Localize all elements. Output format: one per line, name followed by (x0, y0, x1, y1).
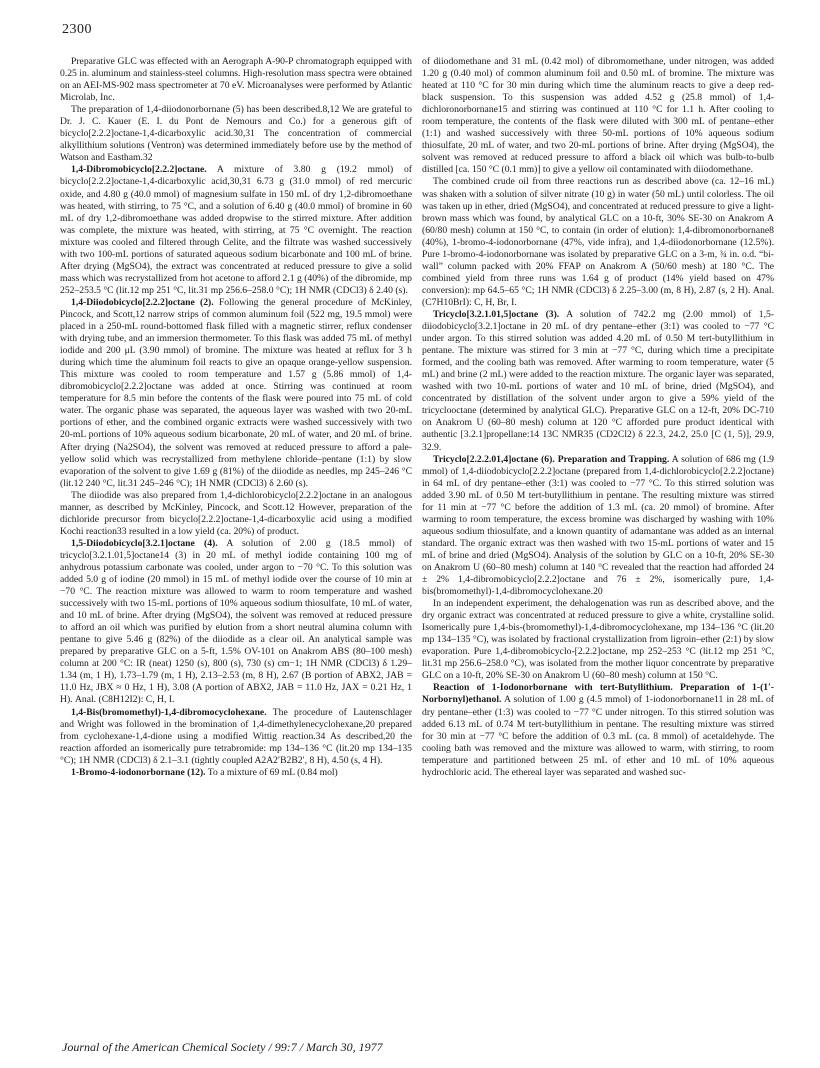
section-heading: 1,4-Diiodobicyclo[2.2.2]octane (2). (71, 296, 214, 308)
paragraph (422, 176, 774, 309)
paragraph (422, 682, 774, 778)
paragraph (60, 490, 412, 538)
paragraph (60, 164, 412, 297)
paragraph-text: To a mixture of 69 mL (0.84 mol) (205, 766, 338, 778)
section-heading: 1,5-Diiodobicyclo[3.2.1]octane (4). (71, 537, 218, 549)
paragraph-text: A solution of 2.00 g (18.5 mmol) of tricyclo[3.2.1.01,5]octane14 (3) in 20 mL of methyl iodide containing 100 mg of anhydrous potassium carbonate was cooled, under argon to −70 °C. To this solution was added 5.0 g of iodine (20 mmol) in 15 mL of methyl iodide over the course of 10 min at −70 °C. The reaction mixture was allowed to warm to room temperature and washed successively with two 15-mL portions of 10% aqueous sodium thiosulfate, 10 mL of water, and 10 mL of brine. After drying (MgSO4), the solvent was removed at reduced pressure to afford an oil which was purified by elution from a short neutral alumina column with pentane to give 5.46 g (82%) of the diiodide as a clear oil. An analytical sample was prepared by preparative GLC on a 5-ft, 1.5% OV-101 on Anakrom ABS (80–100 mesh) column at 200 °C: IR (neat) 1250 (s), 800 (s), 730 (s) cm−1; 1H NMR (CDCl3) δ 1.29–1.34 (m, 1 H), 1.73–1.79 (m, 1 H), 2.13–2.53 (m, 8 H), 2.67 (B portion of ABX2, JAB = 11.0 Hz, JBX ≈ 0 Hz, 1 H), 3.08 (A portion of ABX2, JAB = 11.0 Hz, JAX = 0.21 Hz, 1 H). Anal. (C8H12I2): C, H, I. (60, 537, 412, 706)
paragraph (60, 538, 412, 707)
paragraph (60, 767, 412, 779)
paragraph (60, 297, 412, 490)
section-heading: Tricyclo[3.2.1.01,5]octane (3). (433, 308, 560, 320)
paragraph (60, 56, 412, 104)
paragraph (422, 598, 774, 682)
section-heading: Reaction of 1-Iodonorbornane with tert-Butyllithium. Preparation of 1-(1′-Norbornyl)ethanol. (422, 682, 774, 706)
paragraph-text: In an independent experiment, the dehalogenation was run as described above, and the dry organic extract was concentrated at reduced pressure to give a white, crystalline solid. Isomerically pure 1,4-bis-(bromomethyl)-1,4-dibromocyclohexane, mp 134–136 °C (lit.20 mp 134–135 °C), was isolated by fractional crystallization from ligroin–ether (2:1) by slow evaporation. Pure 1,4-dibromobicyclo-[2.2.2]octane, mp 252–253 °C (lit.12 mp 251 °C, lit.31 mp 256.6–258.0 °C), was isolated from the mother liquor concentrate by preparative GLC on a 10-ft, 20% SE-30 on Anakrom U (60–80 mesh) column at 150 °C. (422, 598, 774, 682)
paragraph-text: The combined crude oil from three reactions run as described above (ca. 12–16 mL) was shaken with a solution of silver nitrate (10 g) in water (50 mL) until colorless. The oil was taken up in ether, dried (MgSO4), and concentrated at reduced pressure to give a light-brown mass which was found, by analytical GLC on a 10-ft, 30% SE-30 on Anakrom A (60/80 mesh) column at 150 °C, to contain (in order of elution): 1,4-dibromonorbornane8 (40%), 1-bromo-4-iodonorbornane (47%, vide infra), and 1,4-diiodonorbornane (12.5%). Pure 1-bromo-4-iodonorbornane was isolated by preparative GLC on a 3-m, ¾ in. o.d. “bi-wall” column packed with 20% FFAP on Anakrom A (50/60 mesh) at 180 °C. The combined yield from three runs was 1.64 g of product (14% yield based on 47% conversion): mp 64.5–65 °C; 1H NMR (CDCl3) δ 2.25–3.00 (m, 8 H), 2.87 (s, 2 H). Anal. (C7H10BrI): C, H, Br, I. (422, 176, 774, 308)
paragraph (422, 309, 774, 454)
paragraph-text: A solution of 742.2 mg (2.00 mmol) of 1,5-diiodobicyclo[3.2.1]octane in 20 mL of dry pentane–ether (3:1) was cooled to −77 °C under argon. To this stirred solution was added 4.20 mL of 0.50 M tert-butyllithium in pentane. The mixture was stirred for 3 min at −77 °C, during which time a precipitate formed, and the cooling bath was removed. After warming to room temperature, water (5 mL) and brine (2 mL) were added to the reaction mixture. The organic layer was separated, washed with two 10-mL portions of water and 10 mL of brine, dried (MgSO4), and concentrated by distillation of the solvent under argon to give a 59% yield of the tricyclooctane (determined by analytical GLC). Preparative GLC on a 12-ft, 20% DC-710 on Anakrom U (60–80 mesh) column at 120 °C afforded pure product identical with authentic [3.2.1]propellane:14 13C NMR35 (CD2Cl2) δ 22.3, 24.2, 25.0 [C (1, 5)], 29.9, 32.9. (422, 308, 774, 453)
paragraph-text: Preparative GLC was effected with an Aerograph A-90-P chromatograph equipped with 0.25 in. aluminum and stainless-steel columns. High-resolution mass spectra were obtained on an AEI-MS-902 mass spectrometer at 70 eV. Microanalyses were performed by Atlantic Microlab, Inc. (60, 56, 412, 104)
section-heading: 1-Bromo-4-iodonorbornane (12). (71, 766, 206, 778)
paragraph (422, 56, 774, 176)
page-number: 2300 (62, 22, 92, 37)
left-column (60, 56, 412, 779)
paragraph-text: of diiodomethane and 31 mL (0.42 mol) of dibromomethane, under nitrogen, was added 1.20 g (0.40 mol) of common aluminum foil and 0.50 mL of bromine. The mixture was heated at 110 °C for 30 min during which time the aluminum reacts to give a deep red-black suspension. To this suspension was added 4.52 g (25.8 mmol) of 1,4-dichloronorbornane15 and stirring was continued at 110 °C for 1.1 h. After cooling to room temperature, the contents of the flask were diluted with 300 mL of pentane–ether (1:1) and washed successively with three 50-mL portions of 10% aqueous sodium thiosulfate, 20 mL of water, and two 20-mL portions of brine. After drying (MgSO4), the solvent was removed at reduced pressure to afford a black oil which was bulb-to-bulb distilled [ca. 150 °C (0.1 mm)] to give a yellow oil contaminated with diiodomethane. (422, 56, 774, 176)
paragraph-text: The preparation of 1,4-diiodonorbornane (5) has been described.8,12 We are grateful to Dr. J. C. Kauer (E. I. du Pont de Nemours and Co.) for a generous gift of bicyclo[2.2.2]octane-1,4-dicarboxylic acid.30,31 The concentration of commercial alkyllithium solutions (Ventron) was determined immediately before use by the method of Watson and Eastham.32 (60, 104, 412, 164)
section-heading: Tricyclo[2.2.2.01,4]octane (6). Preparation and Trapping. (433, 453, 670, 465)
right-column (422, 56, 774, 779)
paragraph (422, 454, 774, 599)
paragraph-text: A solution of 1.00 g (4.5 mmol) of 1-iodonorbornane11 in 28 mL of dry pentane–ether (1:3) was cooled to −77 °C under nitrogen. To this stirred solution was added 6.13 mL of 0.74 M tert-butyllithium in pentane. The resulting mixture was stirred for 30 min at −77 °C before the addition of 0.3 mL (ca. 8 mmol) of acetaldehyde. The cooling bath was removed and the mixture was allowed to warm, with stirring, to room temperature and partitioned between 25 mL of ether and 10 mL of 10% aqueous hydrochloric acid. The ethereal layer was separated and washed suc- (422, 694, 774, 778)
paragraph (60, 104, 412, 164)
paragraph-text: Following the general procedure of McKinley, Pincock, and Scott,12 narrow strips of common aluminum foil (522 mg, 19.5 mmol) were placed in a 250-mL round-bottomed flask filled with a magnetic stirrer, reflux condenser with drying tube, and an immersion thermometer. To this flask was added 75 mL of methyl iodide and 200 μL (3.90 mmol) of bromine. The mixture was heated at reflux for 3 h during which time the aluminum foil reacts to give an opaque orange-yellow suspension. This mixture was cooled to room temperature and 1.57 g (5.86 mmol) of 1,4-dibromobicyclo[2.2.2]octane was added at once. Stirring was continued at room temperature for 8.5 min before the contents of the flask were poured into 75 mL of cold water. The organic phase was separated, the aqueous layer was washed with two 20-mL portions of ether, and the combined organic extracts were washed successively with two 20-mL portions of 10% aqueous sodium bicarbonate, 20 mL of water, and 20 mL of brine. After drying (Na2SO4), the solvent was removed at reduced pressure to afford a pale-yellow solid which was recrystallized from methylene chloride–pentane (1:1) by slow evaporation of the solvent to give 1.69 g (81%) of the diiodide as needles, mp 245–246 °C (lit.12 240 °C, lit.31 245–246 °C); 1H NMR (CDCl3) δ 2.60 (s). (60, 296, 412, 489)
paragraph-text: The diiodide was also prepared from 1,4-dichlorobicyclo[2.2.2]octane in an analogous manner, as described by McKinley, Pincock, and Scott.12 However, preparation of the dichloride precursor from bicyclo[2.2.2]octane-1,4-dicarboxylic acid using a modified Kochi reaction33 resulted in a low yield (ca. 20%) of product. (60, 489, 412, 537)
paragraph-text: A mixture of 3.80 g (19.2 mmol) of bicyclo[2.2.2]octane-1,4-dicarboxylic acid,30,31 6.73 g (31.0 mmol) of red mercuric oxide, and 4.80 g (40.0 mmol) of magnesium sulfate in 150 mL of dry 1,2-dibromoethane was heated, with stirring, to 75 °C, and a solution of 6.40 g (40.0 mmol) of bromine in 60 mL of dry 1,2-dibromoethane was added dropwise to the stirred mixture. After addition was complete, the mixture was heated, with stirring, at 75 °C overnight. The reaction mixture was cooled and filtered through Celite, and the filtrate was washed successively with two 100-mL portions of saturated aqueous sodium bicarbonate and 100 mL of brine. After drying (MgSO4), the extract was concentrated at reduced pressure to give a solid mass which was recrystallized from hot acetone to afford 2.1 g (40%) of the dibromide, mp 252–253.5 °C (lit.12 mp 251 °C, lit.31 mp 256.6–258.0 °C); 1H NMR (CDCl3) δ 2.40 (s). (60, 164, 412, 296)
journal-citation-footer: Journal of the American Chemical Society / 99:7 / March 30, 1977 (62, 1040, 383, 1054)
paragraph-text: A solution of 686 mg (1.9 mmol) of 1,4-diiodobicyclo[2.2.2]octane (prepared from 1,4-dichlorobicyclo[2.2.2]octane) in 64 mL of dry pentane–ether (3:1) was cooled to −77 °C. To this stirred solution was added 3.90 mL of 0.50 M tert-butyllithium in pentane. The resulting mixture was stirred for 11 min at −77 °C before the addition of 1.3 mL (ca. 20 mmol) of bromine. After warming to room temperature, the excess bromine was discharged by washing with 10% aqueous sodium thiosulfate, and a known quantity of adamantane was added as an internal standard. The organic extract was then washed with two 15-mL portions of water and 15 mL of brine and dried (MgSO4). Analysis of the solution by GLC on a 10-ft, 20% SE-30 on Anakrom U (60–80 mesh) column at 140 °C revealed that the reaction had afforded 24 ± 2% 1,4-dibromobicyclo[2.2.2]octane and 76 ± 2%, isomerically pure, 1,4-bis(bromomethyl)-1,4-dibromocyclohexane.20 (422, 453, 774, 598)
paragraph-text: The procedure of Lautenschlager and Wright was followed in the bromination of 1,4-dimethylenecyclohexane,20 prepared from cyclohexane-1,4-dione using a modified Wittig reaction.34 As described,20 the reaction afforded an isomerically pure tetrabromide: mp 134–136 °C (lit.20 mp 134–135 °C); 1H NMR (CDCl3) δ 2.1–3.1 (tightly coupled A2A2′B2B2′, 8 H), 4.50 (s, 4 H). (60, 706, 412, 766)
section-heading: 1,4-Dibromobicyclo[2.2.2]octane. (71, 164, 207, 176)
paragraph (60, 707, 412, 767)
section-heading: 1,4-Bis(bromomethyl)-1,4-dibromocyclohexane. (71, 706, 267, 718)
